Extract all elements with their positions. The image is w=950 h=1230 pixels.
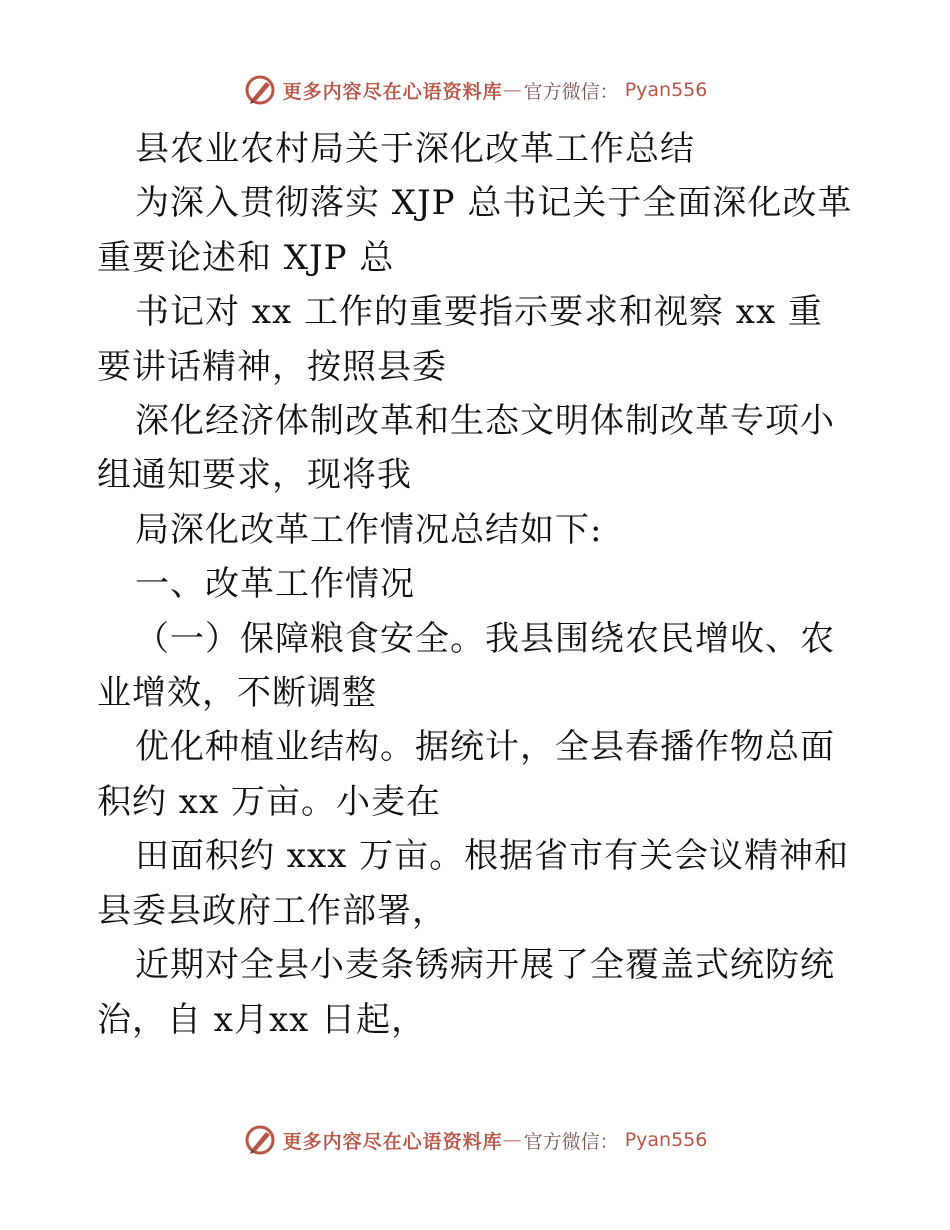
- paragraph: 局深化改革工作情况总结如下:: [135, 509, 603, 550]
- banner-account: Pyan556: [624, 79, 708, 101]
- banner-dash: —: [502, 1129, 522, 1151]
- paragraph: 深化经济体制改革和生态文明体制改革专项小组通知要求，现将我: [97, 401, 835, 496]
- banner-slogan: 更多内容尽在心语资料库: [282, 80, 503, 103]
- pen-circle-logo-icon: [243, 1123, 277, 1157]
- paragraph: 优化种植业结构。据统计，全县春播作物总面积约 xx 万亩。小麦在: [97, 727, 835, 822]
- document-title: 县农业农村局关于深化改革工作总结: [135, 129, 695, 169]
- watermark-banner-top: [0, 70, 950, 110]
- pen-circle-logo-icon: [243, 73, 277, 107]
- section-heading: 一、改革工作情况: [135, 564, 415, 605]
- watermark-banner-bottom: [0, 1120, 950, 1160]
- paragraph: 书记对 xx 工作的重要指示要求和视察 xx 重要讲话精神，按照县委: [97, 292, 823, 387]
- banner-account: Pyan556: [624, 1129, 708, 1151]
- document-body: [97, 122, 857, 1047]
- paragraph: （一）保障粮食安全。我县围绕农民增收、农业增效，不断调整: [97, 618, 835, 714]
- banner-dash: —: [502, 79, 522, 101]
- banner-slogan: 更多内容尽在心语资料库: [282, 1130, 503, 1153]
- paragraph: 近期对全县小麦条锈病开展了全覆盖式统防统治，自 x月xx 日起，: [97, 945, 835, 1040]
- banner-official-label: 官方微信：: [523, 1130, 619, 1153]
- paragraph: 田面积约 xxx 万亩。根据省市有关会议精神和县委县政府工作部署，: [97, 836, 850, 931]
- paragraph: 为深入贯彻落实 XJP 总书记关于全面深化改革重要论述和 XJP 总: [97, 183, 853, 278]
- banner-official-label: 官方微信：: [523, 80, 619, 103]
